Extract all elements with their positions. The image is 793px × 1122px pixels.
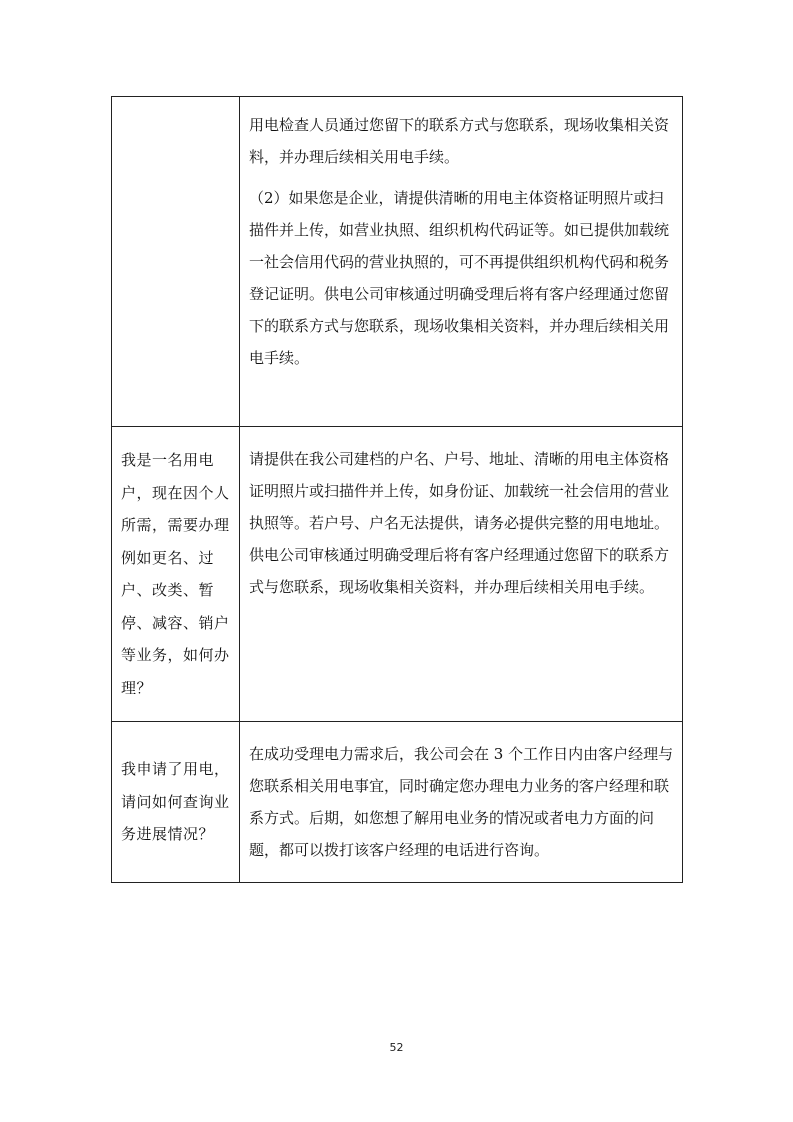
answer-paragraph: 在成功受理电力需求后，我公司会在 3 个工作日内由客户经理与您联系相关用电事宜，同时确定您办理电力业务的客户经理和联系方式。后期，如您想了解用电业务的情况或者电力方面的问题，都可以拨打该客户经理的电话进行咨询。 <box>249 745 674 859</box>
faq-answer-cell <box>240 722 683 883</box>
faq-answer-cell <box>240 427 683 722</box>
faq-question-cell: 我是一名用电户，现在因个人所需，需要办理例如更名、过户、改类、暂停、减容、销户等业务，如何办理？ <box>112 427 240 722</box>
faq-row <box>112 722 683 883</box>
faq-answer-cell <box>240 97 683 427</box>
answer-paragraph: （2）如果您是企业，请提供清晰的用电主体资格证明照片或扫描件并上传，如营业执照、组织机构代码证等。如已提供加载统一社会信用代码的营业执照的，可不再提供组织机构代码和税务登记证明。供电公司审核通过明确受理后将有客户经理通过您留下的联系方式与您联系，现场收集相关资料，并办理后续相关用电手续。 <box>249 189 670 367</box>
page-number: 52 <box>389 1041 404 1054</box>
faq-row <box>112 97 683 427</box>
faq-table <box>111 96 683 883</box>
answer-paragraph: 用电检查人员通过您留下的联系方式与您联系，现场收集相关资料，并办理后续相关用电手续。 <box>249 116 670 166</box>
faq-question-cell: 我申请了用电，请问如何查询业务进展情况？ <box>112 722 240 883</box>
answer-paragraph: 请提供在我公司建档的户名、户号、地址、清晰的用电主体资格证明照片或扫描件并上传，如身份证、加载统一社会信用的营业执照等。若户号、户名无法提供，请务必提供完整的用电地址。供电公司审核通过明确受理后将有客户经理通过您留下的联系方式与您联系，现场收集相关资料，并办理后续相关用电手续。 <box>249 450 670 596</box>
faq-row <box>112 427 683 722</box>
faq-question-cell <box>112 97 240 427</box>
